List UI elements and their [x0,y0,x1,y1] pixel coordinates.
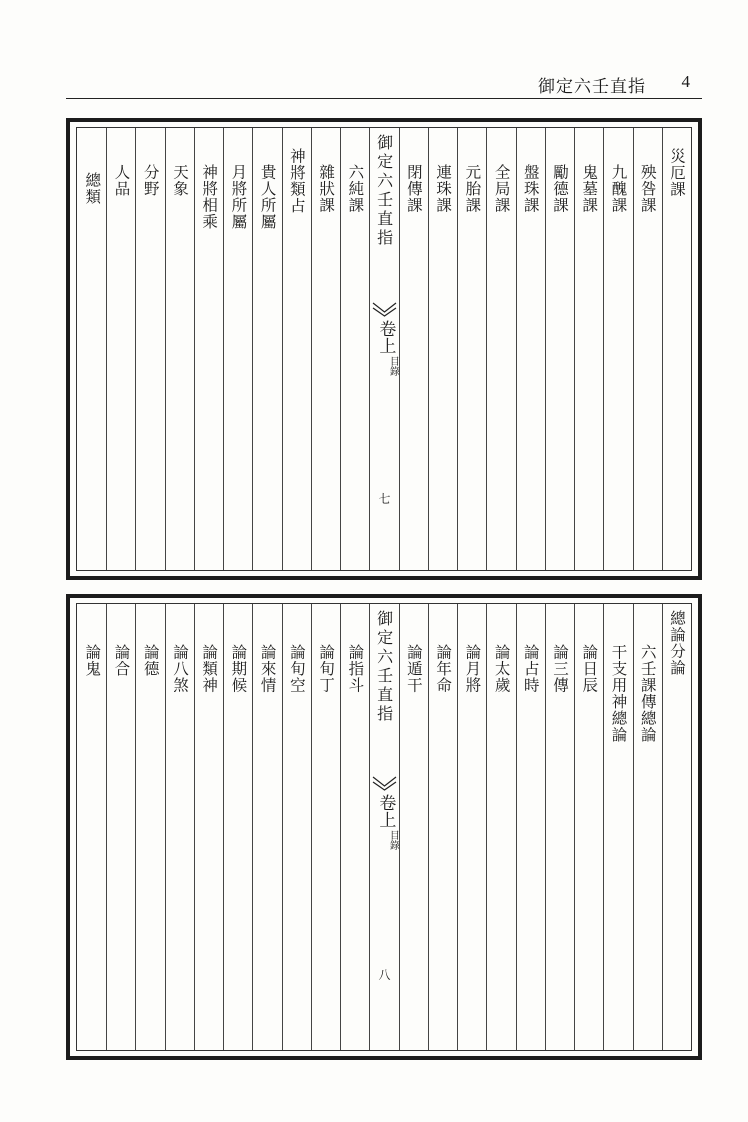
toc-entry [252,128,281,570]
toc-entry-text: 盤珠課 [521,164,540,214]
toc-entry [77,604,106,1050]
toc-entry-text: 六純課 [346,164,365,214]
toc-entry-text: 論旬丁 [317,644,336,694]
toc-entry [603,604,632,1050]
toc-entry-text: 閉傳課 [404,164,423,214]
toc-entry [311,604,340,1050]
center-book-title: 御定六壬直指 [374,610,394,724]
toc-entry-text: 天象 [170,164,189,197]
toc-entry-text: 論太歲 [492,644,511,694]
toc-entry-text: 論八煞 [170,644,189,694]
toc-entry-text: 神將相乘 [200,164,219,230]
toc-entry [165,128,194,570]
toc-entry [223,604,252,1050]
center-volume: 卷上 [375,320,396,354]
toc-entry-text: 雜狀課 [317,164,336,214]
toc-entry-text: 總論分論 [667,610,686,676]
center-volume: 卷上 [375,794,396,828]
toc-entry [223,128,252,570]
toc-entry-text: 六壬課傳總論 [638,644,657,743]
toc-entry-text: 鬼墓課 [580,164,599,214]
toc-entry-text: 論遁干 [404,644,423,694]
center-fold-column [369,604,398,1050]
toc-entry [428,128,457,570]
toc-entry-text: 論占時 [521,644,540,694]
center-book-title: 御定六壬直指 [374,134,394,248]
toc-entry-text: 貴人所屬 [258,164,277,230]
toc-entry-text: 論月將 [463,644,482,694]
toc-entry [574,604,603,1050]
toc-entry-text: 總類 [83,172,102,205]
toc-entry [633,128,662,570]
center-fold-column [369,128,398,570]
toc-entry [252,604,281,1050]
toc-entry [486,128,515,570]
toc-entry [194,128,223,570]
toc-entry-text: 干支用神總論 [609,644,628,743]
toc-entry [165,604,194,1050]
toc-entry [311,128,340,570]
toc-entry [135,128,164,570]
toc-entry [282,128,311,570]
header-title: 御定六壬直指 [538,77,646,97]
toc-entry-text: 人品 [112,164,131,197]
toc-entry-text: 論日辰 [580,644,599,694]
toc-entry [106,604,135,1050]
toc-entry-text: 論期候 [229,644,248,694]
toc-entry-text: 全局課 [492,164,511,214]
toc-entry [340,128,369,570]
toc-entry-text: 論合 [112,644,131,677]
toc-entry [633,604,662,1050]
running-header [66,70,702,99]
folio-top-frame [76,127,692,571]
folio-bottom-frame [76,603,692,1051]
center-section: 目錄 [387,356,399,376]
header-page-number: 4 [681,72,690,91]
toc-entry-text: 元胎課 [463,164,482,214]
toc-entry [135,604,164,1050]
toc-entry-text: 論旬空 [287,644,306,694]
toc-entry-text: 殃咎課 [638,164,657,214]
toc-entry-text: 勵德課 [551,164,570,214]
folio-top [66,118,702,580]
toc-entry-text: 九醜課 [609,164,628,214]
toc-entry [106,128,135,570]
fishtail-ornament [372,300,397,318]
toc-entry-text: 論鬼 [83,644,102,677]
toc-entry-text: 論三傳 [551,644,570,694]
toc-entry [399,128,428,570]
center-section: 目錄 [387,830,399,850]
center-leaf-number: 八 [378,968,391,982]
toc-entry-text: 論類神 [200,644,219,694]
toc-entry-text: 論指斗 [346,644,365,694]
toc-entry [545,128,574,570]
toc-entry [516,128,545,570]
toc-entry [603,128,632,570]
toc-entry-text: 論來情 [258,644,277,694]
center-leaf-number: 七 [378,492,391,506]
toc-entry-text: 論年命 [434,644,453,694]
toc-entry [457,128,486,570]
toc-entry-text: 分野 [141,164,160,197]
toc-entry [282,604,311,1050]
toc-entry [662,604,691,1050]
toc-entry-text: 論德 [141,644,160,677]
toc-entry-text: 連珠課 [434,164,453,214]
toc-entry-text: 災厄課 [667,148,686,198]
toc-entry [399,604,428,1050]
toc-entry [77,128,106,570]
toc-entry [486,604,515,1050]
toc-entry [194,604,223,1050]
toc-entry [340,604,369,1050]
toc-entry [457,604,486,1050]
toc-entry [574,128,603,570]
folio-bottom [66,594,702,1060]
toc-entry-text: 神將類占 [287,148,306,214]
toc-entry [428,604,457,1050]
fishtail-ornament [372,774,397,792]
toc-entry [545,604,574,1050]
toc-entry [662,128,691,570]
toc-entry-text: 月將所屬 [229,164,248,230]
toc-entry [516,604,545,1050]
